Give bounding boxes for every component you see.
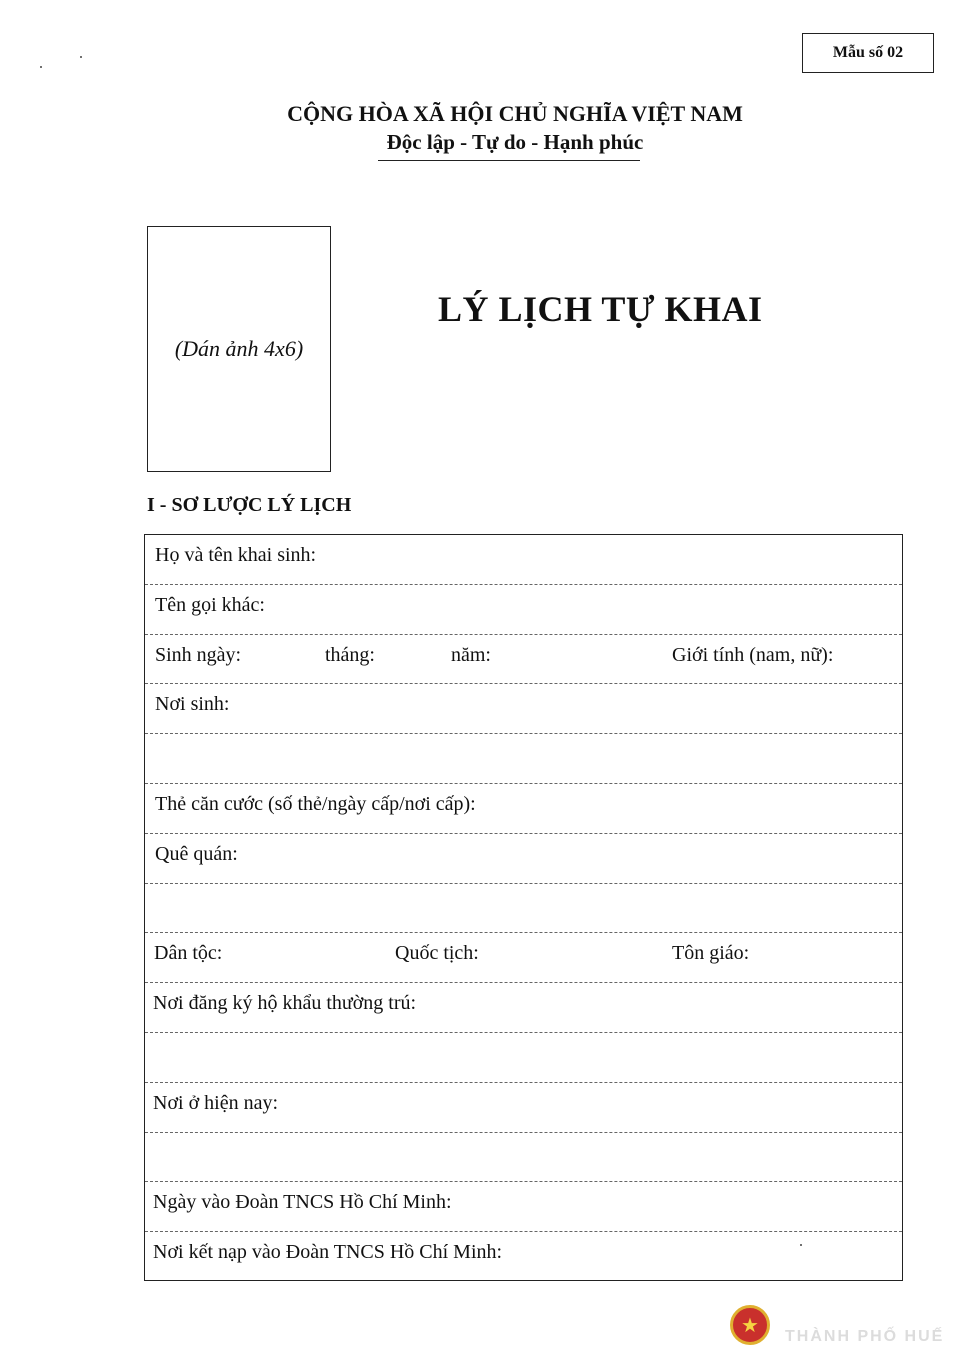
form-row-ethnicity[interactable] [145, 933, 902, 983]
religion-label: Tôn giáo: [672, 942, 750, 965]
youth-union-place-label: Nơi kết nạp vào Đoàn TNCS Hồ Chí Minh: [153, 1241, 503, 1264]
form-row-current-residence-cont[interactable] [145, 1133, 902, 1183]
city-watermark: THÀNH PHỐ HUẾ [785, 1328, 945, 1345]
star-emblem-icon: ★ [730, 1305, 770, 1345]
scan-speck [800, 1244, 802, 1246]
form-grid [144, 534, 903, 1281]
motto-heading: Độc lập - Tự do - Hạnh phúc [386, 130, 644, 154]
form-row-current-residence[interactable] [145, 1083, 902, 1133]
form-row-id-card[interactable] [145, 784, 902, 834]
nationality-label: Quốc tịch: [395, 942, 479, 965]
scan-speck [40, 66, 42, 68]
form-row-youth-union-date[interactable] [145, 1182, 902, 1232]
permanent-residence-label: Nơi đăng ký hộ khẩu thường trú: [153, 992, 417, 1015]
country-heading: CỘNG HÒA XÃ HỘI CHỦ NGHĨA VIỆT NAM [287, 101, 743, 126]
section-title: I - SƠ LƯỢC LÝ LỊCH [147, 494, 352, 516]
form-row-hometown[interactable] [145, 834, 902, 884]
photo-placeholder-box [147, 226, 331, 472]
form-row-hometown-cont[interactable] [145, 884, 902, 934]
birth-name-label: Họ và tên khai sinh: [155, 544, 317, 566]
scan-speck [80, 56, 82, 58]
current-residence-label: Nơi ở hiện nay: [153, 1091, 279, 1114]
gender-label: Giới tính (nam, nữ): [672, 643, 834, 666]
hometown-label: Quê quán: [155, 842, 238, 865]
form-row-permanent-residence-cont[interactable] [145, 1033, 902, 1083]
document-title: LÝ LỊCH TỰ KHAI [438, 289, 763, 329]
birth-month-label: tháng: [325, 643, 375, 666]
ethnicity-label: Dân tộc: [154, 942, 223, 965]
form-row-youth-union-place[interactable] [145, 1232, 902, 1282]
form-row-birth-name[interactable] [145, 535, 902, 585]
form-row-birth-date[interactable] [145, 635, 902, 685]
form-row-birthplace-cont[interactable] [145, 734, 902, 784]
youth-union-date-label: Ngày vào Đoàn TNCS Hồ Chí Minh: [153, 1191, 452, 1214]
other-name-label: Tên gọi khác: [155, 593, 265, 616]
heading-underline [378, 160, 640, 161]
form-row-permanent-residence[interactable] [145, 983, 902, 1033]
birth-year-label: năm: [451, 643, 491, 666]
form-code-box: Mẫu số 02 [802, 33, 934, 73]
form-row-other-name[interactable] [145, 585, 902, 635]
birth-day-label: Sinh ngày: [155, 643, 242, 666]
id-card-label: Thẻ căn cước (số thẻ/ngày cấp/nơi cấp): [155, 792, 476, 815]
birthplace-label: Nơi sinh: [155, 693, 230, 716]
photo-placeholder-label: (Dán ảnh 4x6) [174, 336, 304, 361]
form-row-birthplace[interactable] [145, 684, 902, 734]
